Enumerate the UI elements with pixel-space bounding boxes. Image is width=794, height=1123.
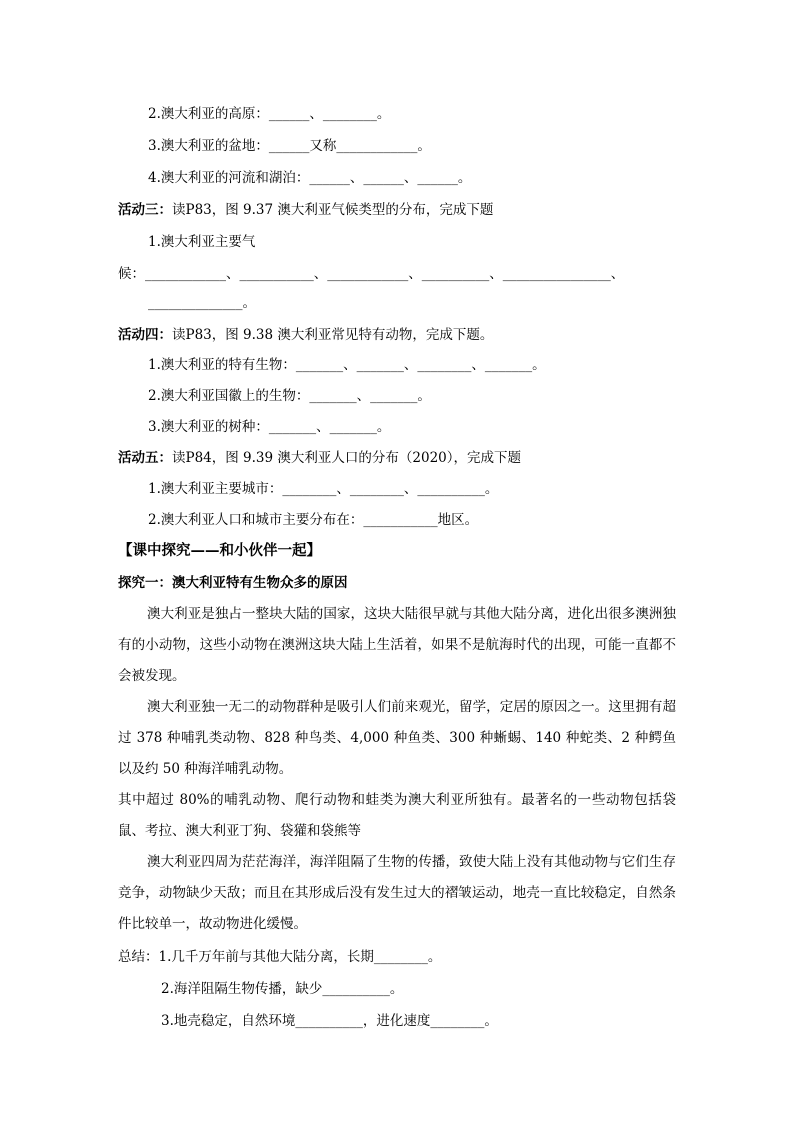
activity-four-line-3: 3.澳大利亚的树种：_______、_______。 [148, 419, 391, 435]
activity-four-label: 活动四： [118, 327, 172, 343]
activity-four-instruction: 读P83，图 9.38 澳大利亚常见特有动物，完成下题。 [172, 327, 494, 343]
activity-three-q1-start: 1.澳大利亚主要气 [148, 234, 256, 250]
activity-three-label: 活动三： [118, 202, 172, 218]
exploration-one-paragraph-4: 澳大利亚四周为茫茫海洋，海洋阻隔了生物的传播，致使大陆上没有其他动物与它们生存竞争，动物缺少天敌；而且在其形成后没有发生过大的褶皱运动，地壳一直比较稳定，自然条件比较单一，故动物进化缓慢。 [118, 854, 676, 932]
activity-four-line-1: 1.澳大利亚的特有生物：_______、_______、________、_______。 [148, 357, 546, 373]
activity-five-instruction: 读P84，图 9.39 澳大利亚人口的分布（2020），完成下题 [172, 450, 522, 466]
summary-line-2: 2.海洋阻隔生物传播，缺少__________。 [161, 981, 404, 997]
exploration-one-paragraph-3: 其中超过 80%的哺乳动物、爬行动物和蛙类为澳大利亚所独有。最著名的一些动物包括袋鼠、考拉、澳大利亚丁狗、袋獾和袋熊等 [118, 792, 676, 839]
activity-two-line-4: 4.澳大利亚的河流和湖泊：______、______、______。 [148, 170, 472, 186]
activity-five-heading [118, 448, 521, 468]
exploration-one-paragraph-2: 澳大利亚独一无二的动物群种是吸引人们前来观光，留学，定居的原因之一。这里拥有超过 378 种哺乳类动物、828 种鸟类、4,000 种鱼类、300 种蜥蜴、140 种蛇类、2 种鳄鱼以及约 50 种海洋哺乳动物。 [118, 699, 676, 777]
activity-two-line-3: 3.澳大利亚的盆地：______又称____________。 [148, 138, 431, 154]
activity-three-heading [118, 200, 493, 220]
activity-four-heading [118, 325, 493, 345]
exploration-one-title: 探究一：澳大利亚特有生物众多的原因 [118, 575, 348, 591]
section-heading: 【课中探究——和小伙伴一起】 [118, 542, 321, 559]
activity-five-line-1: 1.澳大利亚主要城市：________、________、__________。 [148, 481, 499, 497]
exploration-one-paragraph-1: 澳大利亚是独占一整块大陆的国家，这块大陆很早就与其他大陆分离，进化出很多澳洲独有的小动物，这些小动物在澳洲这块大陆上生活着，如果不是航海时代的出现，可能一直都不会被发现。 [118, 606, 676, 684]
activity-four-line-2: 2.澳大利亚国徽上的生物：_______、_______。 [148, 388, 431, 404]
activity-three-q1-blanks: 候：____________、___________、____________、__________、________________、 [118, 266, 625, 282]
activity-two-line-2: 2.澳大利亚的高原：______、________。 [148, 106, 391, 122]
activity-five-line-2: 2.澳大利亚人口和城市主要分布在：___________地区。 [148, 512, 479, 528]
activity-three-q1-last-blank: ______________。 [148, 295, 256, 311]
summary-line-3: 3.地壳稳定，自然环境__________，进化速度________。 [161, 1013, 498, 1029]
activity-three-instruction: 读P83，图 9.37 澳大利亚气候类型的分布，完成下题 [172, 202, 494, 218]
summary-line-1: 总结：1.几千万年前与其他大陆分离，长期________。 [118, 949, 442, 965]
activity-five-label: 活动五： [118, 450, 172, 466]
